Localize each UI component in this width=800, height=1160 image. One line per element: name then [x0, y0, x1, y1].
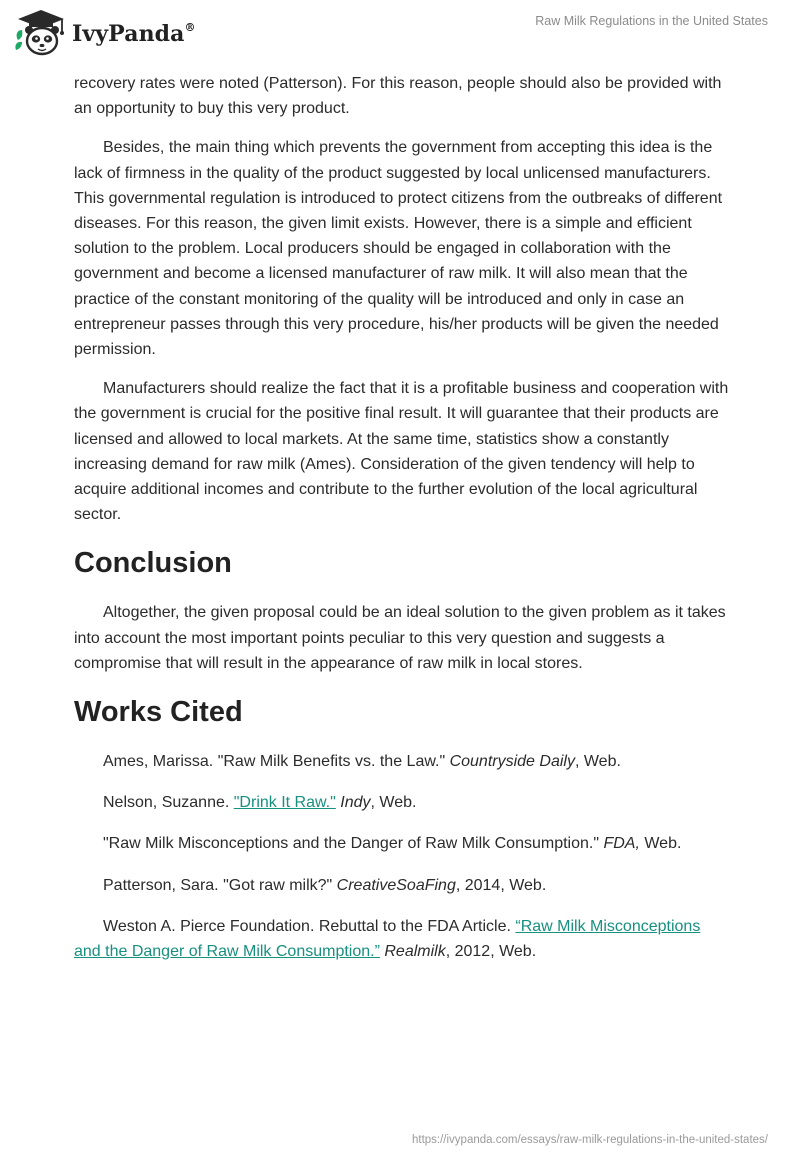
- citation-text: "Raw Milk Misconceptions and the Danger of Raw Milk Consumption.": [103, 835, 604, 853]
- footer-url[interactable]: https://ivypanda.com/essays/raw-milk-regulations-in-the-united-states/: [411, 1134, 768, 1146]
- citation-fda: [74, 831, 730, 856]
- panda-graduate-icon: [14, 8, 68, 56]
- drink-it-raw-link[interactable]: "Drink It Raw.": [233, 794, 336, 812]
- document-title: Raw Milk Regulations in the United States: [535, 14, 768, 28]
- citation-text: Patterson, Sara. "Got raw milk?": [103, 876, 337, 894]
- citation-ames: [74, 749, 730, 774]
- logo-wordmark: [72, 21, 196, 47]
- conclusion-heading: Conclusion: [74, 547, 232, 580]
- citation-suffix: , Web.: [370, 794, 417, 812]
- citation-suffix: , Web.: [574, 753, 621, 771]
- essay-body: [74, 71, 730, 980]
- citation-list: [74, 749, 730, 964]
- citation-suffix: , 2014, Web.: [455, 876, 547, 894]
- page-header: [0, 0, 800, 66]
- raw-milk-misconceptions-link[interactable]: “Raw Milk Misconceptions and the Danger of Raw Milk Consumption.”: [74, 917, 701, 961]
- citation-weston: [74, 914, 730, 964]
- paragraph-continued: recovery rates were noted (Patterson). For this reason, people should also be provided with an opportunity to buy this very product.: [74, 75, 722, 118]
- citation-nelson: [74, 790, 730, 815]
- citation-source: Realmilk: [384, 943, 446, 961]
- paragraph-manufacturers: Manufacturers should realize the fact that it is a profitable business and cooperation with the government is crucial for the positive final result. It will guarantee that their products are licensed and allowed to local markets. At the same time, statistics show a constantly increasing demand for raw milk (Ames). Consideration of the given tendency will help to acquire additional incomes and contribute to the further evolution of the local agricultural sector.: [74, 380, 729, 524]
- conclusion-paragraph: Altogether, the given proposal could be an ideal solution to the given problem as it takes into account the most important points peculiar to this very question and suggests a compromise that will result in the appearance of raw milk in local stores.: [74, 604, 726, 672]
- registered-mark: ®: [184, 20, 196, 34]
- ivypanda-logo[interactable]: [14, 8, 196, 56]
- citation-text: Nelson, Suzanne.: [103, 794, 234, 812]
- paragraph-regulation: Besides, the main thing which prevents the government from accepting this idea is the lack of firmness in the quality of the product suggested by local unlicensed manufacturers. This governmental regulation is introduced to protect citizens from the outbreaks of different diseases. For this reason, the given limit exists. However, there is a simple and efficient solution to the problem. Local producers should be engaged in collaboration with the government and become a licensed manufacturer of raw milk. It will also mean that the practice of the constant monitoring of the quality will be introduced and only in case an entrepreneur passes through this very procedure, his/her products will be given the needed permission.: [74, 139, 723, 359]
- citation-text: Ames, Marissa. "Raw Milk Benefits vs. the Law.": [103, 753, 450, 771]
- citation-text: Weston A. Pierce Foundation. Rebuttal to the FDA Article.: [103, 917, 516, 935]
- citation-source: Indy: [340, 794, 371, 812]
- citation-suffix: Web.: [639, 835, 682, 853]
- citation-source: CreativeSoaFing: [336, 876, 456, 894]
- citation-source: Countryside Daily: [449, 753, 575, 771]
- citation-suffix: , 2012, Web.: [445, 943, 537, 961]
- citation-patterson: [74, 873, 730, 898]
- works-cited-heading: Works Cited: [74, 696, 243, 729]
- citation-source: FDA,: [603, 835, 640, 853]
- brand-name: IvyPanda: [72, 21, 185, 47]
